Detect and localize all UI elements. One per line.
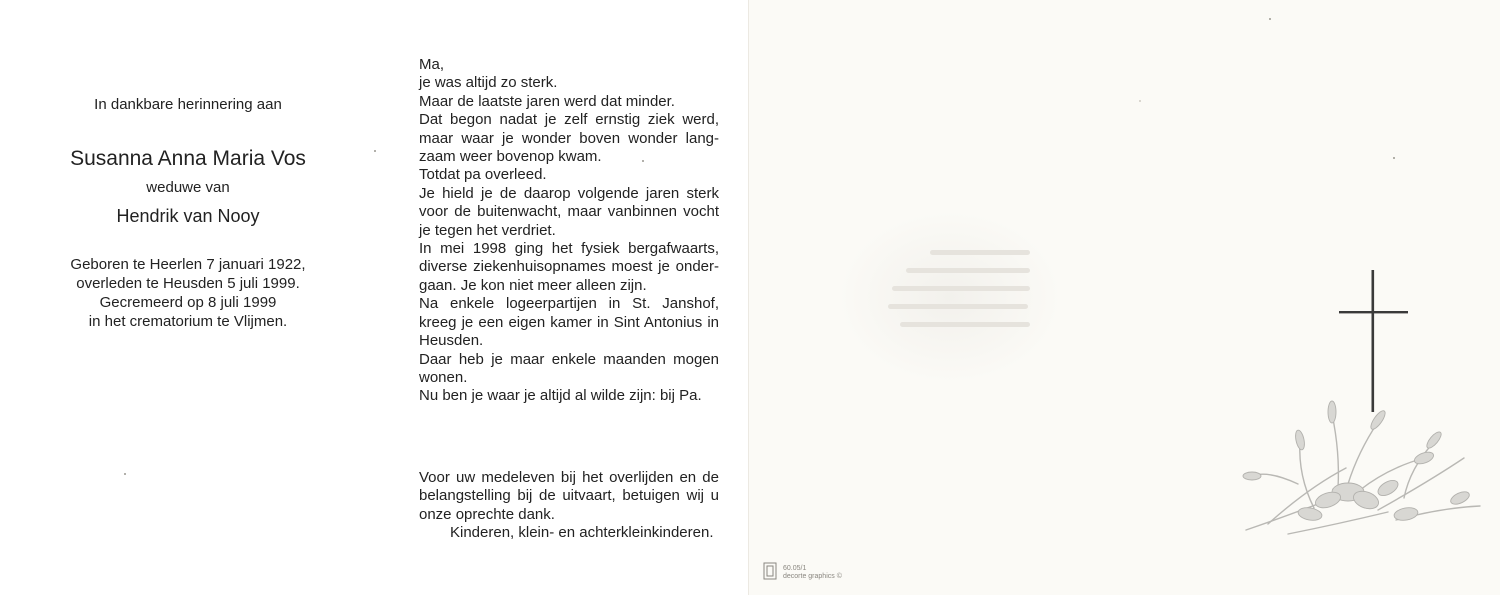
- poem-line: In mei 1998 ging het fysiek bergafwaarts,: [419, 240, 719, 258]
- poem-line: je tegen het verdriet.: [419, 221, 556, 239]
- poem-line: Daar heb je maar enkele maanden mogen: [419, 350, 719, 368]
- poem-line: gaan. Je kon niet meer alleen zijn.: [419, 276, 647, 294]
- poem-line: voor de buitenwacht, maar vanbinnen vocht: [419, 203, 719, 221]
- poem-line: maar waar je wonder boven wonder lang-: [419, 129, 719, 147]
- publisher-code: 60.05/1: [783, 565, 807, 572]
- publisher-name: decorte graphics ©: [783, 573, 842, 580]
- paper-speck: [642, 160, 644, 162]
- poem-line: Na enkele logeerpartijen in St. Janshof,: [419, 295, 719, 313]
- thanks-message: [419, 469, 719, 543]
- poem-line: wonen.: [419, 368, 468, 386]
- poem-line: Nu ben je waar je altijd al wilde zijn: bij Pa.: [419, 387, 702, 405]
- poem: [419, 56, 719, 406]
- thanks-line: Voor uw medeleven bij het overlijden en de: [419, 469, 719, 486]
- poem-line: Heusden.: [419, 332, 484, 350]
- paper-speck: [1269, 18, 1271, 20]
- poem-line: diverse ziekenhuisopnames moest je onder-: [419, 258, 719, 276]
- inner-page: [0, 0, 748, 595]
- publisher-logo-icon: [763, 562, 777, 580]
- relation-line: weduwe van: [146, 179, 230, 196]
- wheat-and-flowers-icon: [1246, 414, 1480, 534]
- poem-line: Maar de laatste jaren werd dat minder.: [419, 92, 675, 110]
- spouse-name: Hendrik van Nooy: [116, 206, 260, 226]
- cross-icon: [1339, 270, 1408, 412]
- publisher-mark: [763, 562, 873, 584]
- poem-line: zaam weer bovenop kwam.: [419, 148, 602, 166]
- family-signature: Kinderen, klein- en achterkleinkinderen.: [450, 524, 714, 542]
- paper-speck: [1393, 157, 1395, 159]
- birth-line: Geboren te Heerlen 7 januari 1922,: [70, 256, 306, 273]
- poem-line: Dat begon nadat je zelf ernstig ziek werd,: [419, 111, 719, 129]
- cremation-line: Gecremeerd op 8 juli 1999: [99, 294, 277, 311]
- deceased-name: Susanna Anna Maria Vos: [70, 147, 306, 170]
- thanks-line: onze oprechte dank.: [419, 505, 555, 523]
- cross-illustration: [1228, 262, 1490, 552]
- life-dates: [50, 255, 326, 331]
- poem-line: kreeg je een eigen kamer in Sint Antonius in: [419, 313, 719, 331]
- poem-line: Totdat pa overleed.: [419, 166, 547, 184]
- poem-line: Ma,: [419, 56, 445, 73]
- death-line: overleden te Heusden 5 juli 1999.: [76, 275, 300, 292]
- paper-speck: [124, 473, 126, 475]
- poem-line: Je hield je de daarop volgende jaren sterk: [419, 184, 719, 202]
- poem-line: je was altijd zo sterk.: [419, 74, 558, 92]
- crematorium-line: in het crematorium te Vlijmen.: [88, 313, 288, 330]
- paper-speck: [374, 150, 376, 152]
- thanks-line: belangstelling bij de uitvaart, betuigen wij u: [419, 487, 719, 505]
- show-through-text: [840, 212, 1060, 382]
- paper-speck: [1139, 100, 1141, 102]
- intro-line: In dankbare herinnering aan: [94, 96, 282, 113]
